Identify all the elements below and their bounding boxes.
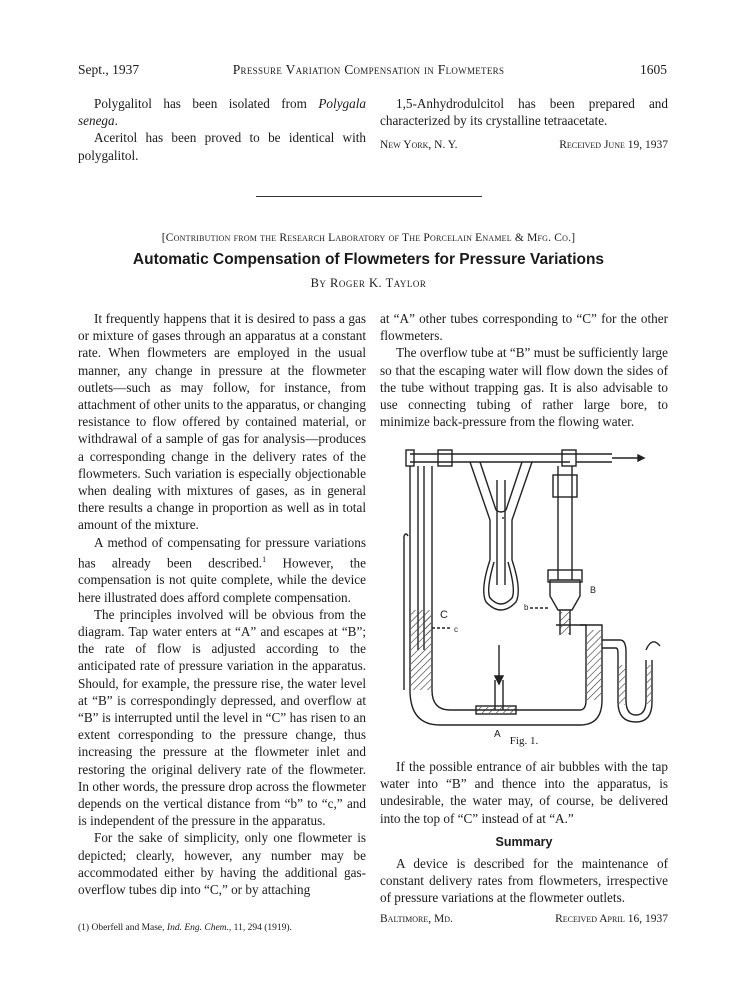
prev-received: Received June 19, 1937	[559, 139, 668, 152]
footnote: (1) Oberfell and Mase, Ind. Eng. Chem., 11, 294 (1919).	[78, 923, 292, 933]
body-paragraph: For the sake of simplicity, only one flowmeter is depicted; clearly, however, any number may be accommodated either by having the additional gas-overflow tubes dip into “C,” or by attaching	[78, 830, 366, 898]
article-right-column-bottom	[380, 758, 668, 928]
summary-paragraph: A device is described for the maintenance of constant delivery rates from flowmeters, irrespective of pressure variations at the flowmeter outlets.	[380, 856, 668, 906]
article-location: Baltimore, Md.	[380, 912, 453, 925]
label-B: B	[590, 585, 597, 595]
article-signature	[380, 911, 668, 928]
species-name: Polygala senega	[78, 96, 366, 129]
summary-heading: Summary	[495, 834, 553, 849]
prev-paragraph: Aceritol has been proved to be identical with polygalitol.	[78, 130, 366, 163]
article-left-column	[78, 310, 366, 898]
article-title: Automatic Compensation of Flowmeters for Pressure Variations	[132, 251, 605, 268]
running-title: Pressure Variation Compensation in Flowmeters	[232, 62, 505, 77]
body-paragraph: at “A” other tubes corresponding to “C” for the other flowmeters.	[380, 311, 668, 344]
prev-paragraph: Polygalitol has been isolated from Polygala senega.	[78, 96, 366, 129]
header-date: Sept., 1937	[78, 62, 140, 77]
figure-1-apparatus	[380, 440, 670, 740]
label-c: c	[454, 625, 458, 634]
article-right-column-top	[380, 310, 668, 430]
footnote-ref: 1	[262, 554, 267, 564]
prev-signature	[380, 137, 668, 154]
body-paragraph: It frequently happens that it is desired to pass a gas or mixture of gases through an apparatus at a constant rate. When flowmeters are employed in the usual manner, any change in pressure at the flowmeter outlets—such as may follow, for instance, from attachment of other units to the apparatus, or changing resistance to flow offered by contained material, or withdrawal of a sample of gas for analysis—produces a corresponding change in the delivery rates of the flowmeters. Such variation is especially objectionable when dealing with mixtures of gases, as in general there results a change in proportion as well as in total amount of the mixture.	[78, 311, 366, 533]
label-A: A	[494, 729, 501, 740]
page-number: 1605	[640, 62, 667, 77]
body-paragraph: The principles involved will be obvious from the diagram. Tap water enters at “A” and escapes at “B”; the rate of flow is adjusted according to the anticipated rate of pressure variation in the apparatus. Should, for example, the pressure rise, the water level at “B” is correspondingly depressed, and overflow at “B” is interrupted until the level in “C” has risen to an extent corresponding to the pressure change, thus increasing the pressure at the flowmeter inlet and restoring the original delivery rate of the flowmeter. In other words, the pressure drop across the flowmeter depends on the vertical distance from “b” to “c,” and is independent of the pressure in the apparatus.	[78, 606, 366, 829]
body-paragraph: If the possible entrance of air bubbles with the tap water into “B” and thence into the apparatus, is undesirable, the water may, of course, be delivered into the top of “C” instead of at “A.”	[380, 759, 668, 826]
prev-article-right	[380, 95, 668, 155]
prev-article-left	[78, 95, 366, 164]
section-rule	[256, 196, 482, 197]
figure-caption: Fig. 1.	[509, 735, 539, 747]
article-author: By Roger K. Taylor	[310, 276, 427, 290]
label-C: C	[440, 609, 448, 621]
prev-location: New York, N. Y.	[380, 139, 458, 152]
label-b: b	[524, 603, 529, 612]
prev-paragraph: 1,5-Anhydrodulcitol has been prepared and characterized by its crystalline tetraacetate.	[380, 96, 668, 129]
body-paragraph: The overflow tube at “B” must be sufficiently large so that the escaping water will flow down the sides of the tube without trapping gas. It is also advisable to use connecting tubing of rather large bore, to minimize back-pressure from the flowing water.	[380, 345, 668, 430]
body-paragraph: A method of compensating for pressure variations has already been described.$^1$ However, the compensation is not quite complete, while the device here illustrated does afford complete compensation.	[78, 534, 366, 605]
contribution-line: [Contribution from the Research Laboratory of The Porcelain Enamel & Mfg. Co.]	[161, 232, 576, 244]
article-received: Received April 16, 1937	[555, 912, 668, 925]
